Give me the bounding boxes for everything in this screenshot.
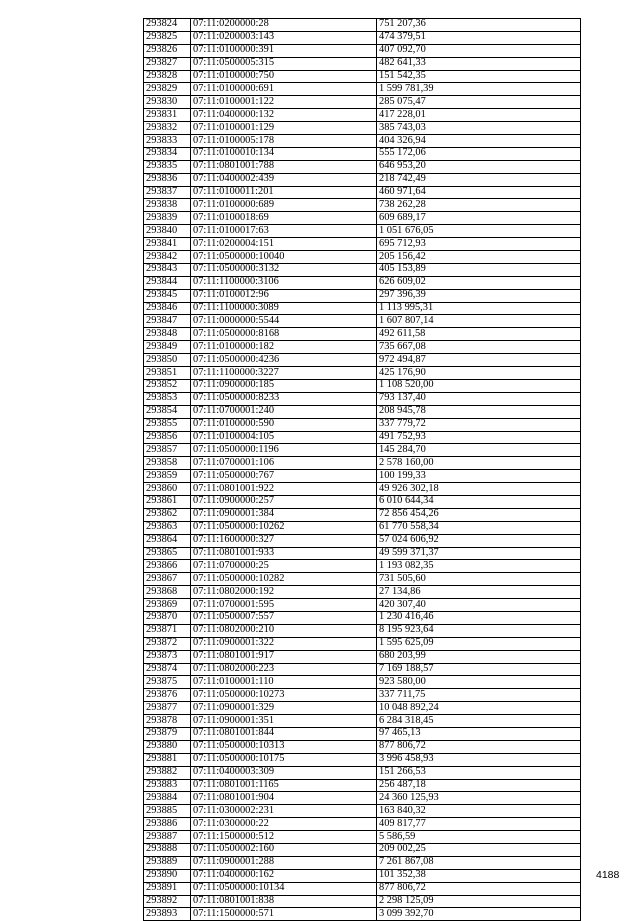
cadastral-number-cell: 07:11:0900001:288 bbox=[191, 856, 377, 869]
table-row bbox=[144, 135, 581, 148]
cadastral-number-cell: 07:11:0801001:1165 bbox=[191, 779, 377, 792]
row-number-cell: 293853 bbox=[144, 392, 191, 405]
value-cell: 1 230 416,46 bbox=[377, 611, 581, 624]
row-number-cell: 293882 bbox=[144, 766, 191, 779]
cadastral-number-cell: 07:11:0500000:10175 bbox=[191, 753, 377, 766]
value-cell: 877 806,72 bbox=[377, 740, 581, 753]
cadastral-number-cell: 07:11:1100000:3089 bbox=[191, 302, 377, 315]
table-row bbox=[144, 212, 581, 225]
cadastral-number-cell: 07:11:0200000:28 bbox=[191, 19, 377, 32]
table-row bbox=[144, 599, 581, 612]
value-cell: 8 195 923,64 bbox=[377, 624, 581, 637]
table-row bbox=[144, 57, 581, 70]
cadastral-number-cell: 07:11:0100012:96 bbox=[191, 289, 377, 302]
table-row bbox=[144, 869, 581, 882]
value-cell: 24 360 125,93 bbox=[377, 792, 581, 805]
value-cell: 972 494,87 bbox=[377, 354, 581, 367]
table-row bbox=[144, 560, 581, 573]
value-cell: 208 945,78 bbox=[377, 405, 581, 418]
value-cell: 626 609,02 bbox=[377, 276, 581, 289]
table-row bbox=[144, 302, 581, 315]
table-row bbox=[144, 19, 581, 32]
cadastral-number-cell: 07:11:0500000:4236 bbox=[191, 354, 377, 367]
value-cell: 72 856 454,26 bbox=[377, 508, 581, 521]
table-row bbox=[144, 276, 581, 289]
value-cell: 460 971,64 bbox=[377, 186, 581, 199]
row-number-cell: 293886 bbox=[144, 818, 191, 831]
value-cell: 385 743,03 bbox=[377, 122, 581, 135]
cadastral-number-cell: 07:11:0500000:10134 bbox=[191, 882, 377, 895]
cadastral-number-cell: 07:11:0500000:10273 bbox=[191, 689, 377, 702]
row-number-cell: 293851 bbox=[144, 367, 191, 380]
table-row bbox=[144, 186, 581, 199]
table-row bbox=[144, 689, 581, 702]
table-row bbox=[144, 611, 581, 624]
row-number-cell: 293835 bbox=[144, 160, 191, 173]
value-cell: 731 505,60 bbox=[377, 573, 581, 586]
cadastral-number-cell: 07:11:0500000:10040 bbox=[191, 251, 377, 264]
row-number-cell: 293869 bbox=[144, 599, 191, 612]
row-number-cell: 293848 bbox=[144, 328, 191, 341]
cadastral-number-cell: 07:11:0100000:691 bbox=[191, 83, 377, 96]
value-cell: 205 156,42 bbox=[377, 251, 581, 264]
table-row bbox=[144, 160, 581, 173]
row-number-cell: 293860 bbox=[144, 483, 191, 496]
row-number-cell: 293842 bbox=[144, 251, 191, 264]
table-row bbox=[144, 444, 581, 457]
cadastral-number-cell: 07:11:0100005:178 bbox=[191, 135, 377, 148]
cadastral-number-cell: 07:11:0700001:240 bbox=[191, 405, 377, 418]
table-row bbox=[144, 534, 581, 547]
row-number-cell: 293834 bbox=[144, 147, 191, 160]
table-row bbox=[144, 328, 581, 341]
table-row bbox=[144, 766, 581, 779]
cadastral-number-cell: 07:11:0500000:1196 bbox=[191, 444, 377, 457]
value-cell: 337 711,75 bbox=[377, 689, 581, 702]
table-row bbox=[144, 676, 581, 689]
row-number-cell: 293864 bbox=[144, 534, 191, 547]
cadastral-number-cell: 07:11:0500002:160 bbox=[191, 844, 377, 857]
value-cell: 1 051 676,05 bbox=[377, 225, 581, 238]
table-row bbox=[144, 251, 581, 264]
value-cell: 49 599 371,37 bbox=[377, 547, 581, 560]
table-body bbox=[144, 19, 581, 921]
row-number-cell: 293892 bbox=[144, 895, 191, 908]
table-row bbox=[144, 470, 581, 483]
row-number-cell: 293876 bbox=[144, 689, 191, 702]
table-row bbox=[144, 418, 581, 431]
cadastral-number-cell: 07:11:1600000:327 bbox=[191, 534, 377, 547]
row-number-cell: 293872 bbox=[144, 637, 191, 650]
row-number-cell: 293881 bbox=[144, 753, 191, 766]
cadastral-number-cell: 07:11:1500000:512 bbox=[191, 831, 377, 844]
value-cell: 209 002,25 bbox=[377, 844, 581, 857]
row-number-cell: 293870 bbox=[144, 611, 191, 624]
value-cell: 27 134,86 bbox=[377, 586, 581, 599]
cadastral-number-cell: 07:11:0801001:844 bbox=[191, 727, 377, 740]
value-cell: 2 298 125,09 bbox=[377, 895, 581, 908]
table-row bbox=[144, 727, 581, 740]
cadastral-number-cell: 07:11:0100000:590 bbox=[191, 418, 377, 431]
cadastral-number-cell: 07:11:0400003:309 bbox=[191, 766, 377, 779]
row-number-cell: 293871 bbox=[144, 624, 191, 637]
table-row bbox=[144, 341, 581, 354]
value-cell: 555 172,06 bbox=[377, 147, 581, 160]
cadastral-value-table bbox=[143, 18, 581, 921]
cadastral-number-cell: 07:11:0100001:110 bbox=[191, 676, 377, 689]
row-number-cell: 293875 bbox=[144, 676, 191, 689]
cadastral-number-cell: 07:11:0400000:132 bbox=[191, 109, 377, 122]
table-row bbox=[144, 908, 581, 921]
row-number-cell: 293863 bbox=[144, 521, 191, 534]
cadastral-number-cell: 07:11:0700000:25 bbox=[191, 560, 377, 573]
row-number-cell: 293893 bbox=[144, 908, 191, 921]
cadastral-number-cell: 07:11:0802000:192 bbox=[191, 586, 377, 599]
row-number-cell: 293858 bbox=[144, 457, 191, 470]
value-cell: 218 742,49 bbox=[377, 173, 581, 186]
table-row bbox=[144, 122, 581, 135]
row-number-cell: 293850 bbox=[144, 354, 191, 367]
value-cell: 474 379,51 bbox=[377, 31, 581, 44]
cadastral-number-cell: 07:11:0300002:231 bbox=[191, 805, 377, 818]
row-number-cell: 293854 bbox=[144, 405, 191, 418]
value-cell: 6 010 644,34 bbox=[377, 495, 581, 508]
value-cell: 337 779,72 bbox=[377, 418, 581, 431]
row-number-cell: 293856 bbox=[144, 431, 191, 444]
table-row bbox=[144, 495, 581, 508]
value-cell: 3 996 458,93 bbox=[377, 753, 581, 766]
value-cell: 751 207,36 bbox=[377, 19, 581, 32]
value-cell: 151 266,53 bbox=[377, 766, 581, 779]
table-row bbox=[144, 354, 581, 367]
row-number-cell: 293838 bbox=[144, 199, 191, 212]
cadastral-number-cell: 07:11:0100000:689 bbox=[191, 199, 377, 212]
value-cell: 420 307,40 bbox=[377, 599, 581, 612]
cadastral-number-cell: 07:11:0100001:122 bbox=[191, 96, 377, 109]
value-cell: 297 396,39 bbox=[377, 289, 581, 302]
cadastral-number-cell: 07:11:0500000:8168 bbox=[191, 328, 377, 341]
value-cell: 285 075,47 bbox=[377, 96, 581, 109]
row-number-cell: 293887 bbox=[144, 831, 191, 844]
row-number-cell: 293827 bbox=[144, 57, 191, 70]
cadastral-number-cell: 07:11:0900001:351 bbox=[191, 715, 377, 728]
value-cell: 61 770 558,34 bbox=[377, 521, 581, 534]
cadastral-number-cell: 07:11:0801001:904 bbox=[191, 792, 377, 805]
table-row bbox=[144, 573, 581, 586]
row-number-cell: 293837 bbox=[144, 186, 191, 199]
cadastral-number-cell: 07:11:0500000:10262 bbox=[191, 521, 377, 534]
cadastral-number-cell: 07:11:0802000:223 bbox=[191, 663, 377, 676]
table-row bbox=[144, 882, 581, 895]
value-cell: 404 326,94 bbox=[377, 135, 581, 148]
cadastral-number-cell: 07:11:0700001:595 bbox=[191, 599, 377, 612]
cadastral-number-cell: 07:11:0300000:22 bbox=[191, 818, 377, 831]
cadastral-number-cell: 07:11:0500005:315 bbox=[191, 57, 377, 70]
value-cell: 923 580,00 bbox=[377, 676, 581, 689]
page-number: 4188 bbox=[596, 869, 620, 881]
cadastral-number-cell: 07:11:0801001:788 bbox=[191, 160, 377, 173]
row-number-cell: 293845 bbox=[144, 289, 191, 302]
cadastral-number-cell: 07:11:0500000:8233 bbox=[191, 392, 377, 405]
table-row bbox=[144, 895, 581, 908]
value-cell: 695 712,93 bbox=[377, 238, 581, 251]
cadastral-number-cell: 07:11:0100018:69 bbox=[191, 212, 377, 225]
row-number-cell: 293841 bbox=[144, 238, 191, 251]
table-row bbox=[144, 715, 581, 728]
table-row bbox=[144, 379, 581, 392]
cadastral-number-cell: 07:11:0100000:182 bbox=[191, 341, 377, 354]
row-number-cell: 293832 bbox=[144, 122, 191, 135]
row-number-cell: 293852 bbox=[144, 379, 191, 392]
cadastral-number-cell: 07:11:0100001:129 bbox=[191, 122, 377, 135]
cadastral-number-cell: 07:11:0700001:106 bbox=[191, 457, 377, 470]
row-number-cell: 293867 bbox=[144, 573, 191, 586]
value-cell: 407 092,70 bbox=[377, 44, 581, 57]
value-cell: 735 667,08 bbox=[377, 341, 581, 354]
cadastral-number-cell: 07:11:1100000:3227 bbox=[191, 367, 377, 380]
table-row bbox=[144, 225, 581, 238]
table-row bbox=[144, 431, 581, 444]
value-cell: 100 199,33 bbox=[377, 470, 581, 483]
row-number-cell: 293868 bbox=[144, 586, 191, 599]
value-cell: 1 595 625,09 bbox=[377, 637, 581, 650]
value-cell: 57 024 606,92 bbox=[377, 534, 581, 547]
row-number-cell: 293880 bbox=[144, 740, 191, 753]
value-cell: 646 953,20 bbox=[377, 160, 581, 173]
table-row bbox=[144, 831, 581, 844]
value-cell: 491 752,93 bbox=[377, 431, 581, 444]
value-cell: 1 599 781,39 bbox=[377, 83, 581, 96]
table-row bbox=[144, 315, 581, 328]
value-cell: 97 465,13 bbox=[377, 727, 581, 740]
row-number-cell: 293843 bbox=[144, 263, 191, 276]
value-cell: 877 806,72 bbox=[377, 882, 581, 895]
value-cell: 3 099 392,70 bbox=[377, 908, 581, 921]
value-cell: 1 607 807,14 bbox=[377, 315, 581, 328]
table-row bbox=[144, 289, 581, 302]
value-cell: 680 203,99 bbox=[377, 650, 581, 663]
value-cell: 10 048 892,24 bbox=[377, 702, 581, 715]
value-cell: 5 586,59 bbox=[377, 831, 581, 844]
value-cell: 482 641,33 bbox=[377, 57, 581, 70]
table-row bbox=[144, 109, 581, 122]
cadastral-number-cell: 07:11:0900000:257 bbox=[191, 495, 377, 508]
table-row bbox=[144, 96, 581, 109]
cadastral-number-cell: 07:11:1100000:3106 bbox=[191, 276, 377, 289]
table-row bbox=[144, 263, 581, 276]
value-cell: 7 261 867,08 bbox=[377, 856, 581, 869]
table-row bbox=[144, 173, 581, 186]
row-number-cell: 293840 bbox=[144, 225, 191, 238]
row-number-cell: 293847 bbox=[144, 315, 191, 328]
cadastral-number-cell: 07:11:0900000:185 bbox=[191, 379, 377, 392]
row-number-cell: 293874 bbox=[144, 663, 191, 676]
cadastral-number-cell: 07:11:0200003:143 bbox=[191, 31, 377, 44]
row-number-cell: 293839 bbox=[144, 212, 191, 225]
table-row bbox=[144, 740, 581, 753]
table-row bbox=[144, 792, 581, 805]
row-number-cell: 293857 bbox=[144, 444, 191, 457]
row-number-cell: 293883 bbox=[144, 779, 191, 792]
row-number-cell: 293826 bbox=[144, 44, 191, 57]
row-number-cell: 293878 bbox=[144, 715, 191, 728]
table-row bbox=[144, 586, 581, 599]
cadastral-number-cell: 07:11:0000000:5544 bbox=[191, 315, 377, 328]
row-number-cell: 293825 bbox=[144, 31, 191, 44]
cadastral-number-cell: 07:11:0500007:557 bbox=[191, 611, 377, 624]
cadastral-number-cell: 07:11:0200004:151 bbox=[191, 238, 377, 251]
row-number-cell: 293833 bbox=[144, 135, 191, 148]
table-row bbox=[144, 483, 581, 496]
value-cell: 6 284 318,45 bbox=[377, 715, 581, 728]
value-cell: 1 108 520,00 bbox=[377, 379, 581, 392]
row-number-cell: 293830 bbox=[144, 96, 191, 109]
row-number-cell: 293884 bbox=[144, 792, 191, 805]
table-row bbox=[144, 856, 581, 869]
row-number-cell: 293885 bbox=[144, 805, 191, 818]
value-cell: 7 169 188,57 bbox=[377, 663, 581, 676]
cadastral-number-cell: 07:11:0801001:933 bbox=[191, 547, 377, 560]
row-number-cell: 293861 bbox=[144, 495, 191, 508]
value-cell: 405 153,89 bbox=[377, 263, 581, 276]
value-cell: 151 542,35 bbox=[377, 70, 581, 83]
cadastral-number-cell: 07:11:0801001:838 bbox=[191, 895, 377, 908]
cadastral-number-cell: 07:11:0900001:329 bbox=[191, 702, 377, 715]
cadastral-number-cell: 07:11:0400002:439 bbox=[191, 173, 377, 186]
row-number-cell: 293849 bbox=[144, 341, 191, 354]
row-number-cell: 293844 bbox=[144, 276, 191, 289]
table-row bbox=[144, 457, 581, 470]
cadastral-number-cell: 07:11:0500000:3132 bbox=[191, 263, 377, 276]
row-number-cell: 293824 bbox=[144, 19, 191, 32]
value-cell: 609 689,17 bbox=[377, 212, 581, 225]
row-number-cell: 293862 bbox=[144, 508, 191, 521]
cadastral-number-cell: 07:11:0100011:201 bbox=[191, 186, 377, 199]
row-number-cell: 293828 bbox=[144, 70, 191, 83]
row-number-cell: 293873 bbox=[144, 650, 191, 663]
table-row bbox=[144, 147, 581, 160]
cadastral-number-cell: 07:11:0801001:917 bbox=[191, 650, 377, 663]
row-number-cell: 293865 bbox=[144, 547, 191, 560]
table-row bbox=[144, 392, 581, 405]
table-row bbox=[144, 779, 581, 792]
cadastral-number-cell: 07:11:0500000:10313 bbox=[191, 740, 377, 753]
value-cell: 417 228,01 bbox=[377, 109, 581, 122]
cadastral-number-cell: 07:11:0500000:767 bbox=[191, 470, 377, 483]
value-cell: 163 840,32 bbox=[377, 805, 581, 818]
value-cell: 1 113 995,31 bbox=[377, 302, 581, 315]
row-number-cell: 293855 bbox=[144, 418, 191, 431]
row-number-cell: 293831 bbox=[144, 109, 191, 122]
value-cell: 738 262,28 bbox=[377, 199, 581, 212]
value-cell: 425 176,90 bbox=[377, 367, 581, 380]
row-number-cell: 293866 bbox=[144, 560, 191, 573]
row-number-cell: 293889 bbox=[144, 856, 191, 869]
cadastral-number-cell: 07:11:0100000:391 bbox=[191, 44, 377, 57]
table-row bbox=[144, 547, 581, 560]
row-number-cell: 293836 bbox=[144, 173, 191, 186]
table-row bbox=[144, 31, 581, 44]
table-row bbox=[144, 508, 581, 521]
cadastral-number-cell: 07:11:0100017:63 bbox=[191, 225, 377, 238]
cadastral-number-cell: 07:11:0100010:134 bbox=[191, 147, 377, 160]
cadastral-number-cell: 07:11:0500000:10282 bbox=[191, 573, 377, 586]
table-row bbox=[144, 624, 581, 637]
value-cell: 145 284,70 bbox=[377, 444, 581, 457]
table-row bbox=[144, 44, 581, 57]
table-row bbox=[144, 753, 581, 766]
cadastral-number-cell: 07:11:1500000:571 bbox=[191, 908, 377, 921]
value-cell: 793 137,40 bbox=[377, 392, 581, 405]
cadastral-number-cell: 07:11:0801001:922 bbox=[191, 483, 377, 496]
cadastral-number-cell: 07:11:0100004:105 bbox=[191, 431, 377, 444]
row-number-cell: 293891 bbox=[144, 882, 191, 895]
table-row bbox=[144, 238, 581, 251]
row-number-cell: 293877 bbox=[144, 702, 191, 715]
table-row bbox=[144, 367, 581, 380]
table-row bbox=[144, 70, 581, 83]
row-number-cell: 293888 bbox=[144, 844, 191, 857]
value-cell: 2 578 160,00 bbox=[377, 457, 581, 470]
cadastral-number-cell: 07:11:0400000:162 bbox=[191, 869, 377, 882]
table-row bbox=[144, 818, 581, 831]
value-cell: 256 487,18 bbox=[377, 779, 581, 792]
table-row bbox=[144, 199, 581, 212]
row-number-cell: 293859 bbox=[144, 470, 191, 483]
table-row bbox=[144, 805, 581, 818]
cadastral-number-cell: 07:11:0802000:210 bbox=[191, 624, 377, 637]
table-row bbox=[144, 650, 581, 663]
value-cell: 49 926 302,18 bbox=[377, 483, 581, 496]
table-row bbox=[144, 83, 581, 96]
table-row bbox=[144, 702, 581, 715]
value-cell: 101 352,38 bbox=[377, 869, 581, 882]
value-cell: 492 611,58 bbox=[377, 328, 581, 341]
row-number-cell: 293829 bbox=[144, 83, 191, 96]
cadastral-number-cell: 07:11:0100000:750 bbox=[191, 70, 377, 83]
table-row bbox=[144, 521, 581, 534]
cadastral-number-cell: 07:11:0900001:322 bbox=[191, 637, 377, 650]
row-number-cell: 293846 bbox=[144, 302, 191, 315]
row-number-cell: 293890 bbox=[144, 869, 191, 882]
table-row bbox=[144, 663, 581, 676]
value-cell: 1 193 082,35 bbox=[377, 560, 581, 573]
table-row bbox=[144, 844, 581, 857]
table-row bbox=[144, 637, 581, 650]
value-cell: 409 817,77 bbox=[377, 818, 581, 831]
cadastral-number-cell: 07:11:0900001:384 bbox=[191, 508, 377, 521]
table-row bbox=[144, 405, 581, 418]
row-number-cell: 293879 bbox=[144, 727, 191, 740]
